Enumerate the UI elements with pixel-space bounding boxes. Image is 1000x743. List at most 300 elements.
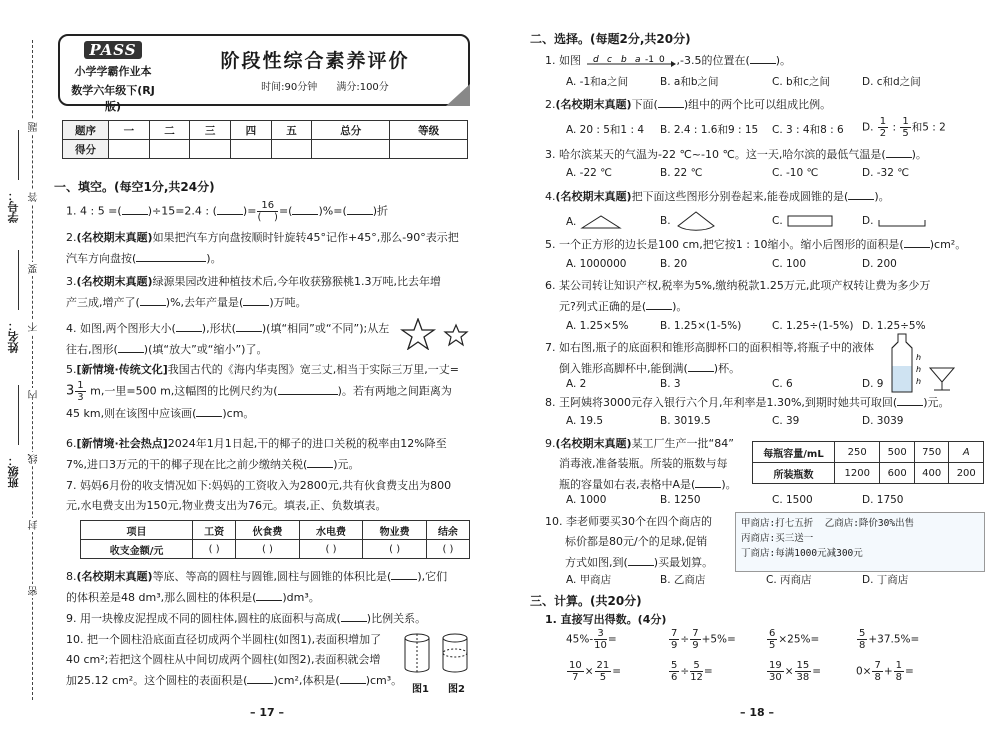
- score-input[interactable]: [190, 140, 231, 159]
- shop-ding: 丁商店:每满1000元减300元: [741, 548, 863, 559]
- q-text: 和5 : 2: [911, 121, 946, 134]
- score-input[interactable]: [271, 140, 312, 159]
- q-text: ),它们: [417, 570, 448, 583]
- shop-promotions: [735, 512, 985, 572]
- option-b[interactable]: B. 3: [660, 378, 681, 390]
- q-text: +: [883, 665, 893, 678]
- q-text: )cm³。: [365, 674, 403, 687]
- q-text: 7. 妈妈6月份的收支情况如下:妈妈的工资收入为2800元,共有伙食费支出为800: [66, 479, 452, 492]
- frac-num: 5: [859, 628, 866, 639]
- q-text: )。: [775, 54, 792, 67]
- answer-blank[interactable]: [140, 292, 166, 306]
- s1-q9: [66, 608, 486, 629]
- q-text: )折: [372, 204, 389, 218]
- q-text: +5%=: [701, 633, 736, 646]
- q-text: )。若有两地之间距离为: [337, 384, 452, 398]
- fraction: [257, 200, 278, 223]
- s2-q8: [545, 392, 995, 413]
- option-c[interactable]: C. 1.25÷(1-5%): [772, 320, 854, 332]
- frac-num: 7: [671, 628, 678, 639]
- q-text: 1. 4 : 5 =(: [66, 204, 122, 218]
- calc-item-1[interactable]: [566, 628, 617, 651]
- page-title: 阶段性综合素养评价: [220, 50, 410, 72]
- mixed-whole: 3: [66, 383, 75, 399]
- fraction: [900, 116, 910, 139]
- option-a[interactable]: A. 19.5: [566, 415, 604, 427]
- axis-label: -1: [644, 55, 654, 65]
- q-text: )dm³。: [282, 591, 320, 604]
- axis-label: d: [592, 55, 599, 65]
- q-text: =: [607, 633, 617, 646]
- q-num: 2.: [545, 98, 556, 111]
- page-number-right: – 18 –: [740, 706, 774, 719]
- gutter-glyph: 封: [29, 520, 40, 530]
- gutter-glyph: 密: [29, 586, 40, 596]
- q-text: 的体积差是48 dm³,那么圆柱的体积是(: [66, 591, 257, 604]
- option-d[interactable]: D. 丁商店: [862, 574, 909, 586]
- table-answer-cell[interactable]: ( ): [193, 540, 236, 559]
- frac-den: 9: [671, 640, 678, 651]
- score-cell: 四: [231, 121, 272, 140]
- frac-num: 1: [895, 660, 903, 671]
- q-text: ÷: [680, 633, 690, 646]
- q-text: 消毒液,准备装瓶。所装的瓶数与每: [559, 457, 728, 470]
- student-id-label: 学号：: [7, 190, 20, 223]
- answer-blank[interactable]: [646, 296, 672, 310]
- section1-heading: 一、填空。(每空1分,共24分): [54, 180, 215, 194]
- q-text: 汽车方向盘按(: [66, 252, 137, 265]
- q-tag: (名校期末真题): [76, 231, 153, 244]
- name-line[interactable]: [18, 250, 19, 310]
- cylinder-fig2-icon: [443, 634, 467, 672]
- answer-blank[interactable]: [750, 50, 776, 64]
- calc-item-6[interactable]: [668, 660, 713, 683]
- h-label: h: [916, 365, 922, 374]
- table-answer-cell[interactable]: ( ): [236, 540, 300, 559]
- option-b[interactable]: B. 3019.5: [660, 415, 711, 427]
- frac-num: 16: [257, 200, 278, 212]
- q-text: )cm²,体积是(: [273, 674, 340, 687]
- option-b[interactable]: B. 1250: [660, 494, 701, 506]
- q-num: 4.: [545, 190, 556, 203]
- score-input[interactable]: [312, 140, 390, 159]
- fraction: [669, 660, 679, 683]
- option-c[interactable]: C. 丙商店: [766, 574, 812, 586]
- q-text: =: [703, 665, 713, 678]
- answer-blank[interactable]: [307, 454, 333, 468]
- q-text: )元。: [333, 458, 360, 471]
- option-d[interactable]: D. 1.25÷5%: [862, 320, 926, 332]
- gutter-glyph: 线: [29, 454, 40, 464]
- table-cell: 1200: [835, 463, 880, 484]
- s1-q8: [66, 566, 486, 608]
- q-text: ÷: [680, 665, 690, 678]
- calc-item-5[interactable]: [566, 660, 621, 683]
- q-text: )=: [242, 204, 257, 218]
- option-c[interactable]: C. 6: [772, 378, 793, 390]
- calc-item-4[interactable]: [856, 628, 919, 651]
- table-row: [63, 121, 468, 140]
- q-text: )。: [911, 148, 927, 161]
- q-num: 8.: [66, 570, 77, 583]
- answer-blank[interactable]: [340, 670, 366, 684]
- table-header: 每瓶容量/mL: [753, 442, 835, 463]
- s1-q2: [66, 228, 486, 269]
- frac-den: 8: [895, 672, 903, 683]
- q-text: 0×: [856, 665, 872, 678]
- fraction: [75, 380, 85, 403]
- calc-item-3[interactable]: [766, 628, 819, 651]
- frac-den-blank[interactable]: ( ): [257, 212, 278, 223]
- score-cell: 三: [190, 121, 231, 140]
- frac-den: 6: [671, 672, 678, 683]
- option-b[interactable]: B. 22 ℃: [660, 167, 703, 179]
- q-text: 瓶的容量如右表,表格中A是(: [559, 478, 696, 491]
- triangle-shape-icon: [580, 214, 622, 230]
- q-tag: (名校期末真题): [555, 437, 632, 450]
- option-b[interactable]: B. 乙商店: [660, 574, 706, 586]
- score-cell: 五: [271, 121, 312, 140]
- table-cell: 750: [914, 442, 949, 463]
- brand-line1: 小学学霸作业本: [74, 65, 152, 78]
- q-text: )÷15=2.4 : (: [147, 204, 217, 218]
- q-text: 元,水电费支出为150元,物业费支出为76元。填表,正、负数填表。: [66, 499, 387, 512]
- option-b[interactable]: B. 1.25×(1-5%): [660, 320, 742, 332]
- calc-item-2[interactable]: [668, 628, 736, 651]
- answer-blank[interactable]: [176, 318, 202, 332]
- fraction: [595, 660, 612, 683]
- brand-logo: PASS: [84, 41, 141, 59]
- score-cell: 题序: [63, 121, 109, 140]
- gutter-glyph: 答: [29, 192, 40, 202]
- axis-label: b: [620, 55, 627, 65]
- cylinder-fig1-icon: [405, 634, 429, 672]
- q-text: m,一里=500 m,这幅图的比例尺约为(: [86, 384, 278, 398]
- answer-blank[interactable]: [886, 144, 912, 158]
- answer-blank[interactable]: [347, 201, 373, 215]
- answer-blank[interactable]: [341, 608, 367, 622]
- score-cell: 等级: [390, 121, 468, 140]
- gutter-glyph: 题: [29, 122, 40, 132]
- option-a[interactable]: A. 1.25×5%: [566, 320, 629, 332]
- answer-blank[interactable]: [278, 381, 338, 395]
- option-d[interactable]: [862, 116, 946, 139]
- q-tag: [新情境·社会热点]: [76, 437, 168, 450]
- q-text: 绿源果园改进种植技术后,今年收获猕猴桃1.3万吨,比去年增: [152, 275, 442, 288]
- calc-item-7[interactable]: [766, 660, 821, 683]
- frac-den: 10: [594, 640, 607, 651]
- table-row: [81, 521, 470, 540]
- q-text: )。: [874, 190, 890, 203]
- score-input[interactable]: [109, 140, 150, 159]
- answer-blank[interactable]: [196, 403, 222, 417]
- frac-num: 21: [596, 660, 610, 671]
- fraction: [894, 660, 904, 683]
- s2-q1: [545, 50, 965, 71]
- q-num: 9.: [545, 437, 556, 450]
- frac-den: 8: [859, 640, 866, 651]
- q-text: )。: [672, 300, 688, 313]
- s1-q3: [66, 272, 486, 313]
- q-text: )%,去年产量是(: [165, 296, 244, 309]
- s1-q4: [66, 318, 402, 360]
- option-a[interactable]: A. 20 : 5和1 : 4: [566, 124, 645, 136]
- score-cell: 一: [109, 121, 150, 140]
- s2-q6: [545, 276, 995, 317]
- fraction: [669, 628, 679, 651]
- table-header: 物业费: [363, 521, 427, 540]
- student-id-line[interactable]: [18, 130, 19, 180]
- score-input[interactable]: [149, 140, 190, 159]
- table-answer-cell[interactable]: ( ): [299, 540, 363, 559]
- q-text: 40 cm²;若把这个圆柱从中间切成两个圆柱(如图2),表面积就会增: [66, 653, 381, 666]
- score-input[interactable]: [390, 140, 468, 159]
- cut-line: [32, 40, 33, 700]
- answer-blank[interactable]: [243, 292, 269, 306]
- q-text: 倒入锥形高脚杯中,能倒满(: [559, 362, 688, 375]
- q-text: 某工厂生产一批“84”: [631, 437, 734, 450]
- fraction: [767, 628, 777, 651]
- s1-q10: [66, 630, 406, 691]
- score-input[interactable]: [231, 140, 272, 159]
- bottle-icon: [890, 334, 912, 392]
- section3-heading: 三、计算。(共20分): [530, 594, 642, 608]
- shop-jia: 甲商店:打七五折: [741, 518, 814, 529]
- frac-den: 8: [874, 672, 881, 683]
- q-text: )%=(: [318, 204, 347, 218]
- table-header: 项目: [81, 521, 193, 540]
- option-a[interactable]: A. 1000000: [566, 258, 627, 270]
- q-text: )买最划算。: [653, 556, 714, 569]
- frac-num: 1: [77, 380, 84, 391]
- table-row: [753, 463, 984, 484]
- option-c[interactable]: C. 1500: [772, 494, 813, 506]
- q-text: 把下面这些图形分别卷起来,能卷成圆锥的是(: [631, 190, 849, 203]
- q-text: 产三成,增产了(: [66, 296, 140, 309]
- fraction: [594, 628, 607, 651]
- q-tag: (名校期末真题): [555, 98, 632, 111]
- s2-q5: [545, 234, 995, 255]
- score-cell: 总分: [312, 121, 390, 140]
- frac-num: 15: [796, 660, 810, 671]
- goblet-icon: [930, 368, 954, 390]
- option-b[interactable]: B. a和b之间: [660, 76, 719, 88]
- answer-blank[interactable]: [658, 94, 684, 108]
- frac-den: 5: [599, 672, 607, 683]
- s1-q1: [66, 200, 486, 223]
- fraction: [567, 660, 584, 683]
- s1-q7: [66, 476, 486, 516]
- q-text: 9. 用一块橡皮泥捏成不同的圆柱体,圆柱的底面积与高成(: [66, 612, 341, 625]
- s2-q3: [545, 144, 995, 165]
- q-text: 3. 哈尔滨某天的气温为-22 ℃~-10 ℃。这一天,哈尔滨的最低气温是(: [545, 148, 886, 161]
- option-c[interactable]: C. -10 ℃: [772, 167, 819, 179]
- s2-q10: [545, 512, 735, 573]
- answer-blank[interactable]: [122, 201, 148, 215]
- answer-blank[interactable]: [136, 248, 206, 262]
- answer-blank[interactable]: [897, 392, 923, 406]
- h-label: h: [916, 353, 922, 362]
- frac-num: 19: [769, 660, 782, 671]
- option-d[interactable]: D. c和d之间: [862, 76, 921, 88]
- table-answer-cell[interactable]: ( ): [363, 540, 427, 559]
- q-text: 6. 某公司转让知识产权,税率为5%,缴纳税款1.25万元,此项产权转让费为多少万: [545, 279, 931, 292]
- answer-blank[interactable]: [904, 234, 930, 248]
- small-star-icon: [445, 325, 467, 345]
- frac-den: 9: [692, 640, 699, 651]
- stars-figure: [400, 318, 472, 350]
- q-num: 5.: [66, 363, 77, 376]
- table-cell: 200: [949, 463, 984, 484]
- brand-line2: 数学六年级下(RJ版): [71, 84, 155, 113]
- option-d[interactable]: D. 1750: [862, 494, 904, 506]
- option-d[interactable]: D. 3039: [862, 415, 904, 427]
- q-tag: (名校期末真题): [76, 570, 153, 583]
- score-cell: 二: [149, 121, 190, 140]
- s2-q4: [545, 186, 965, 207]
- table-row: [753, 442, 984, 463]
- option-c[interactable]: C. b和c之间: [772, 76, 830, 88]
- fraction: [795, 660, 812, 683]
- answer-blank[interactable]: [695, 474, 721, 488]
- answer-blank[interactable]: [848, 186, 874, 200]
- exam-meta: [205, 78, 445, 93]
- fraction: [690, 628, 700, 651]
- q-text: )。: [206, 252, 222, 265]
- q-text: +37.5%=: [868, 633, 920, 646]
- binding-gutter: [0, 0, 48, 743]
- frac-den: 2: [879, 128, 887, 139]
- q-text: )cm。: [222, 407, 255, 420]
- option-c[interactable]: C. 100: [772, 258, 807, 270]
- answer-blank[interactable]: [292, 201, 318, 215]
- table-cell: A: [949, 442, 984, 463]
- q-text: D.: [862, 121, 877, 134]
- class-line[interactable]: [18, 385, 19, 445]
- answer-blank[interactable]: [247, 670, 273, 684]
- frac-num: 1: [879, 116, 887, 127]
- q-text: ×: [784, 665, 794, 678]
- fraction: [872, 660, 882, 683]
- frac-den: 3: [77, 392, 84, 403]
- frac-num: 5: [671, 660, 678, 671]
- option-a[interactable]: [566, 214, 622, 230]
- q-text: ,-3.5的位置在(: [676, 54, 750, 67]
- option-b[interactable]: [660, 210, 718, 232]
- sector-shape-icon: [674, 210, 718, 232]
- option-a[interactable]: A. -1和a之间: [566, 76, 629, 88]
- q-text: 45 km,则在该图中应该画(: [66, 407, 197, 420]
- answer-blank[interactable]: [236, 318, 262, 332]
- s1-q6: [66, 434, 486, 475]
- table-cell: 250: [835, 442, 880, 463]
- q-text: 等底、等高的圆柱与圆锥,圆柱与圆锥的体积比是(: [152, 570, 392, 583]
- fraction: [767, 660, 784, 683]
- score-cell: 得分: [63, 140, 109, 159]
- frac-num: 1: [902, 116, 909, 127]
- answer-blank[interactable]: [628, 552, 654, 566]
- option-c[interactable]: C. 3 : 4和8 : 6: [772, 124, 844, 136]
- option-a[interactable]: A. 2: [566, 378, 587, 390]
- fraction: [857, 628, 867, 651]
- q-text: 1. 如图: [545, 54, 581, 67]
- fraction: [878, 116, 888, 139]
- option-a[interactable]: A. 甲商店: [566, 574, 612, 586]
- q-text: 45%-: [566, 633, 594, 646]
- option-d[interactable]: D. -32 ℃: [862, 167, 910, 179]
- s2-q7: [545, 338, 885, 379]
- answer-blank[interactable]: [217, 201, 243, 215]
- option-d[interactable]: D. 9: [862, 378, 884, 390]
- frac-den: 12: [690, 672, 703, 683]
- q-text: 方式如图,到(: [565, 556, 628, 569]
- shop-bing: 丙商店:买三送一: [741, 533, 814, 544]
- q-text: =: [905, 665, 914, 678]
- option-b[interactable]: B. 20: [660, 258, 688, 270]
- s2-q2: [545, 94, 965, 115]
- frac-den: 5: [902, 128, 909, 139]
- s2-q9: [545, 434, 755, 495]
- axis-label: c: [606, 55, 612, 65]
- frac-num: 6: [769, 628, 776, 639]
- q-text: D.: [862, 215, 874, 227]
- frac-num: 10: [569, 660, 582, 671]
- option-a[interactable]: A. -22 ℃: [566, 167, 612, 179]
- name-label: 姓名：: [7, 320, 20, 353]
- q-text: 我国古代的《海内华夷图》宽三丈,相当于实际三万里,一丈=: [167, 363, 459, 376]
- table-cell: 收支金额/元: [81, 540, 193, 559]
- option-b[interactable]: B. 2.4 : 1.6和9 : 15: [660, 124, 759, 136]
- option-a[interactable]: A. 1000: [566, 494, 607, 506]
- table-header: 水电费: [299, 521, 363, 540]
- q-text: B.: [660, 215, 671, 227]
- answer-blank[interactable]: [118, 339, 144, 353]
- exam-score: 满分:100分: [336, 82, 389, 93]
- page-number-left: – 17 –: [250, 706, 284, 719]
- q-text: 5. 一个正方形的边长是100 cm,把它按1 : 10缩小。缩小后图形的面积是(: [545, 238, 904, 251]
- calc-item-8[interactable]: [856, 660, 914, 683]
- table-answer-cell[interactable]: ( ): [426, 540, 469, 559]
- brand-block: [64, 40, 162, 114]
- q-text: 下面(: [631, 98, 658, 111]
- option-d[interactable]: D. 200: [862, 258, 897, 270]
- fig1-caption: 图1: [412, 684, 429, 695]
- q-text: 往右,图形(: [66, 343, 118, 356]
- calc-subheading: 1. 直接写出得数。(4分): [545, 613, 667, 626]
- q-text: 标价都是80元/个的足球,促销: [565, 535, 708, 548]
- expense-table: [80, 520, 470, 559]
- q-tag: [新情境·传统文化]: [76, 363, 168, 376]
- q-text: 7%,进口3万元的干的椰子现在比之前少缴纳关税(: [66, 458, 308, 471]
- q-text: 7. 如右图,瓶子的底面积和锥形高脚杯口的面积相等,将瓶子中的液体: [545, 341, 874, 354]
- cylinders-figure: [402, 632, 474, 682]
- q-text: C.: [772, 215, 783, 227]
- answer-blank[interactable]: [256, 587, 282, 601]
- table-header: 结余: [426, 521, 469, 540]
- option-c[interactable]: [772, 214, 834, 228]
- answer-blank[interactable]: [688, 358, 714, 372]
- frac-num: 7: [874, 660, 881, 671]
- table-row: [81, 540, 470, 559]
- q-text: )。: [721, 478, 737, 491]
- q-text: =: [612, 665, 622, 678]
- option-c[interactable]: C. 39: [772, 415, 800, 427]
- option-d[interactable]: [862, 214, 929, 228]
- q-text: 8. 王阿姨将3000元存入银行六个月,年利率是1.30%,到期时她共可取回(: [545, 396, 898, 409]
- q-num: 6.: [66, 437, 77, 450]
- answer-blank[interactable]: [391, 566, 417, 580]
- q-text: )组中的两个比可以组成比例。: [683, 98, 832, 111]
